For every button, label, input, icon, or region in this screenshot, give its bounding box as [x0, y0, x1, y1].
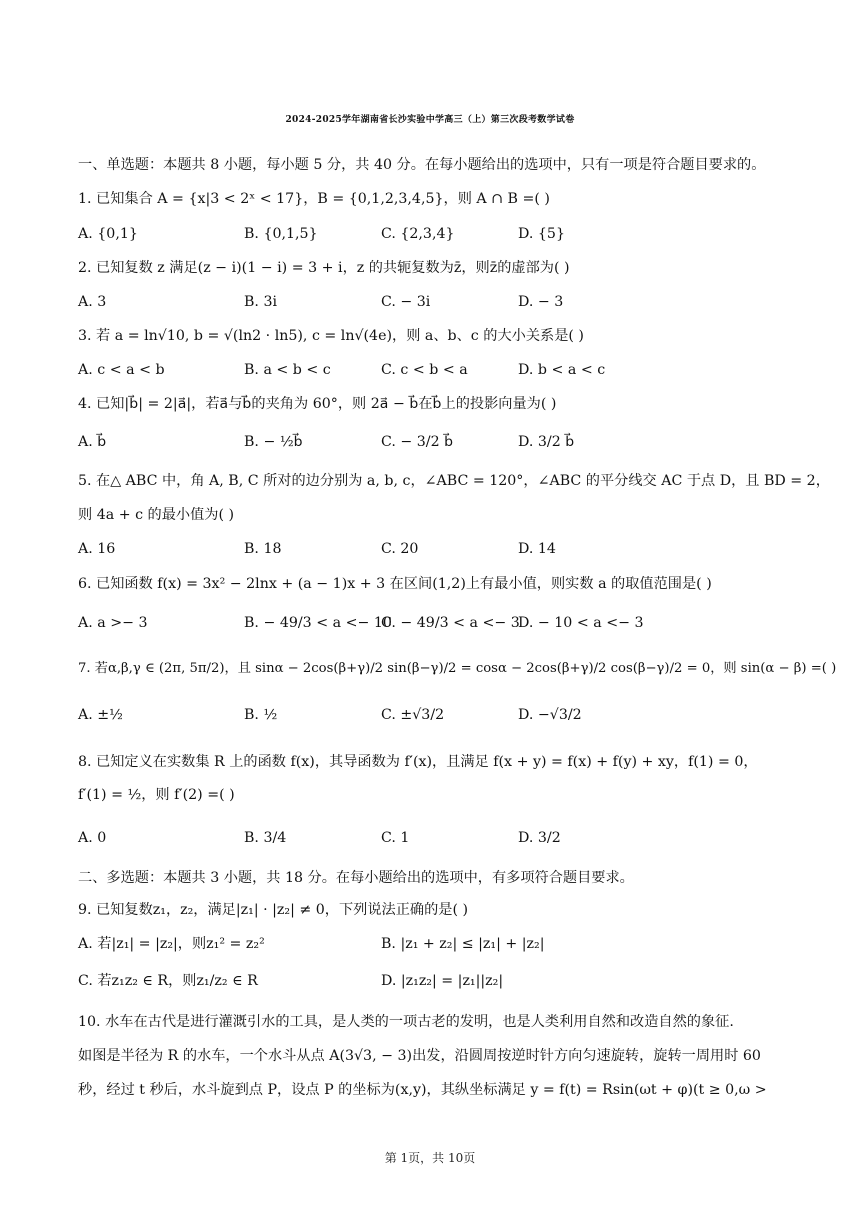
q4-option-b: B. − ½b⃗: [244, 434, 303, 450]
question-10-line3: 秒，经过 t 秒后，水斗旋到点 P，设点 P 的坐标为(x,y)，其纵坐标满足 y = f(t) = Rsin(ωt + φ)(t ≥ 0,ω >: [78, 1082, 767, 1098]
question-4-stem: 4. 已知|b⃗| = 2|a⃗|，若a⃗与b⃗的夹角为 60°，则 2a⃗ − b⃗在b⃗上的投影向量为( ): [78, 396, 557, 412]
q5-option-b: B. 18: [244, 541, 282, 557]
q9-option-a: A. 若|z₁| = |z₂|，则z₁² = z₂²: [78, 936, 265, 952]
question-8-stem-line1: 8. 已知定义在实数集 R 上的函数 f(x)，其导函数为 f′(x)，且满足 f(x + y) = f(x) + f(y) + xy，f(1) = 0，: [78, 754, 758, 770]
question-8-stem-line2: f′(1) = ½，则 f′(2) =( ): [78, 787, 235, 803]
question-5-stem-line2: 则 4a + c 的最小值为( ): [78, 507, 235, 523]
page-title: 2024-2025学年湖南省长沙实验中学高三（上）第三次段考数学试卷: [285, 115, 575, 125]
section-heading-single-choice: 一、单选题：本题共 8 小题，每小题 5 分，共 40 分。在每小题给出的选项中，只有一项是符合题目要求的。: [78, 157, 766, 173]
question-7-stem: 7. 若α,β,γ ∈ (2π, 5π/2)，且 sinα − 2cos(β+γ)/2 sin(β−γ)/2 = cosα − 2cos(β+γ)/2 cos(β−γ)/2 = 0，则 sin(α − β) =( ): [78, 661, 837, 676]
q4-option-a: A. b⃗: [78, 434, 107, 450]
question-3-stem: 3. 若 a = ln√10, b = √(ln2 · ln5), c = ln√(4e)，则 a、b、c 的大小关系是( ): [78, 328, 584, 344]
q1-option-a: A. {0,1}: [78, 226, 138, 242]
q1-option-c: C. {2,3,4}: [381, 226, 455, 242]
q8-option-c: C. 1: [381, 830, 410, 846]
q2-option-a: A. 3: [78, 294, 107, 310]
q5-option-d: D. 14: [518, 541, 556, 557]
page-footer: 第 1页，共 10页: [384, 1151, 476, 1165]
q6-option-d: D. − 10 < a <− 3: [518, 615, 644, 631]
question-2-stem: 2. 已知复数 z 满足(z − i)(1 − i) = 3 + i，z 的共轭复数为z̄，则z̄的虚部为( ): [78, 260, 570, 276]
q4-option-d: D. 3/2 b⃗: [518, 434, 575, 450]
q7-option-a: A. ±½: [78, 707, 123, 723]
q7-option-b: B. ½: [244, 707, 278, 723]
q4-option-c: C. − 3/2 b⃗: [381, 434, 454, 450]
q7-option-c: C. ±√3/2: [381, 707, 445, 723]
question-1-stem: 1. 已知集合 A = {x|3 < 2ˣ < 17}，B = {0,1,2,3,4,5}，则 A ∩ B =( ): [78, 191, 550, 207]
q3-option-c: C. c < b < a: [381, 362, 468, 378]
section-heading-multi-choice: 二、多选题：本题共 3 小题，共 18 分。在每小题给出的选项中，有多项符合题目要求。: [78, 870, 634, 886]
q9-option-d: D. |z₁z₂| = |z₁||z₂|: [381, 973, 504, 989]
q7-option-d: D. −√3/2: [518, 707, 582, 723]
q3-option-b: B. a < b < c: [244, 362, 331, 378]
q9-option-c: C. 若z₁z₂ ∈ R，则z₁/z₂ ∈ R: [78, 973, 258, 989]
question-9-stem: 9. 已知复数z₁，z₂，满足|z₁| · |z₂| ≠ 0，下列说法正确的是( ): [78, 902, 469, 918]
q9-option-b: B. |z₁ + z₂| ≤ |z₁| + |z₂|: [381, 936, 545, 952]
question-5-stem-line1: 5. 在△ ABC 中，角 A, B, C 所对的边分别为 a, b, c，∠ABC = 120°，∠ABC 的平分线交 AC 于点 D，且 BD = 2，: [78, 473, 830, 489]
q1-option-d: D. {5}: [518, 226, 565, 242]
q8-option-a: A. 0: [78, 830, 107, 846]
question-6-stem: 6. 已知函数 f(x) = 3x² − 2lnx + (a − 1)x + 3 在区间(1,2)上有最小值，则实数 a 的取值范围是( ): [78, 576, 712, 592]
q8-option-b: B. 3/4: [244, 830, 287, 846]
q6-option-c: C. − 49/3 < a <− 3: [381, 615, 520, 631]
q5-option-c: C. 20: [381, 541, 419, 557]
q5-option-a: A. 16: [78, 541, 116, 557]
q6-option-a: A. a >− 3: [78, 615, 148, 631]
q2-option-b: B. 3i: [244, 294, 278, 310]
question-10-line2: 如图是半径为 R 的水车，一个水斗从点 A(3√3, − 3)出发，沿圆周按逆时针方向匀速旋转，旋转一周用时 60: [78, 1048, 761, 1064]
q1-option-b: B. {0,1,5}: [244, 226, 318, 242]
q8-option-d: D. 3/2: [518, 830, 561, 846]
q3-option-d: D. b < a < c: [518, 362, 606, 378]
q6-option-b: B. − 49/3 < a <− 10: [244, 615, 392, 631]
question-10-line1: 10. 水车在古代是进行灌溉引水的工具，是人类的一项古老的发明，也是人类利用自然和改造自然的象征.: [78, 1014, 734, 1030]
q2-option-c: C. − 3i: [381, 294, 431, 310]
q2-option-d: D. − 3: [518, 294, 564, 310]
q3-option-a: A. c < a < b: [78, 362, 165, 378]
